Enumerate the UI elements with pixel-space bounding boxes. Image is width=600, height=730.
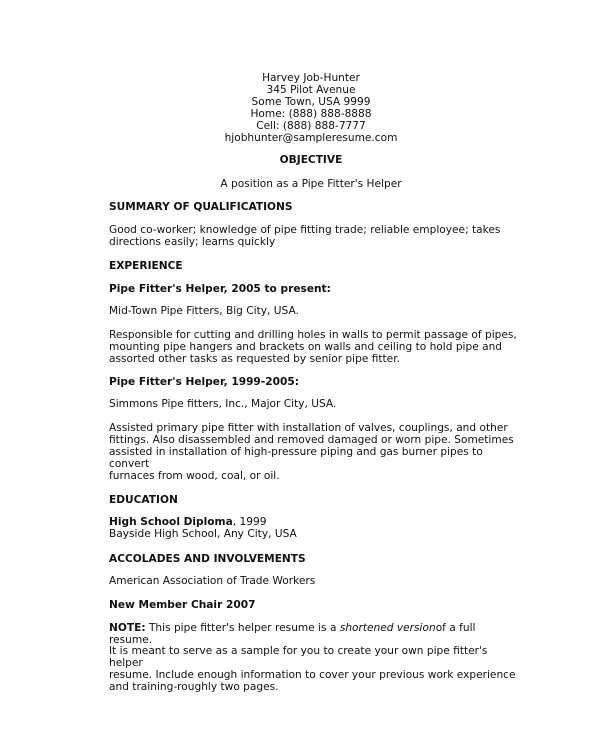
education-year: , 1999 — [232, 515, 267, 528]
job-employer: Mid-Town Pipe Fitters, Big City, USA. — [109, 304, 299, 317]
note-text: of a full resume. — [109, 621, 476, 646]
resume-body — [109, 201, 519, 694]
note-paragraph — [109, 623, 519, 694]
education-degree: High School Diploma — [109, 515, 233, 528]
job-description-line: Assisted primary pipe fitter with installation of valves, couplings, and other — [109, 422, 508, 435]
job-employer: Simmons Pipe fitters, Inc., Major City, USA. — [109, 398, 337, 411]
accolades-role: New Member Chair 2007 — [109, 598, 256, 611]
summary-line: directions easily; learns quickly — [109, 235, 276, 248]
summary-heading: SUMMARY OF QUALIFICATIONS — [109, 201, 293, 213]
job-description-line: mounting pipe hangers and brackets on walls and ceiling to hold pipe and — [109, 340, 503, 353]
note-text: This pipe fitter's helper resume is a — [145, 621, 340, 634]
accolades-org: American Association of Trade Workers — [109, 574, 316, 587]
note-emphasis: shortened version — [339, 621, 436, 634]
note-label: NOTE: — [109, 621, 146, 634]
education-heading: EDUCATION — [109, 493, 178, 506]
note-line: resume. Include enough information to cover your previous work experience — [109, 669, 516, 682]
note-line: and training-roughly two pages. — [109, 681, 279, 694]
contact-home-phone: Home: (888) 888-8888 — [250, 108, 372, 120]
job-title: Pipe Fitter's Helper, 1999-2005: — [109, 376, 299, 389]
job-description — [109, 330, 519, 366]
job-description — [109, 423, 519, 483]
accolades-heading: ACCOLADES AND INVOLVEMENTS — [109, 552, 306, 565]
contact-email: hjobhunter@sampleresume.com — [224, 132, 398, 144]
experience-heading: EXPERIENCE — [109, 259, 183, 272]
contact-cell-phone: Cell: (888) 888-7777 — [256, 120, 366, 132]
job-title: Pipe Fitter's Helper, 2005 to present: — [109, 282, 331, 295]
objective-heading: OBJECTIVE — [279, 154, 343, 166]
contact-city: Some Town, USA 9999 — [251, 96, 371, 108]
job-description-line: furnaces from wood, coal, or oil. — [109, 469, 280, 482]
summary-text — [109, 225, 519, 249]
contact-address: 345 Pilot Avenue — [266, 84, 356, 96]
note-line: It is meant to serve as a sample for you to create your own pipe fitter's helper — [109, 645, 488, 670]
education-school: Bayside High School, Any City, USA — [109, 527, 297, 540]
contact-name: Harvey Job-Hunter — [262, 72, 360, 84]
contact-block — [0, 72, 600, 144]
education-degree-line — [109, 517, 519, 529]
job-description-line: Responsible for cutting and drilling holes in walls to permit passage of pipes, — [109, 328, 517, 341]
job-description-line: fittings. Also disassembled and removed damaged or worn pipe. Sometimes — [109, 434, 514, 447]
job-description-line: assorted other tasks as requested by senior pipe fitter. — [109, 352, 400, 365]
objective-text: A position as a Pipe Fitter's Helper — [220, 178, 402, 190]
job-description-line: assisted in installation of high-pressure piping and gas burner pipes to convert — [109, 446, 483, 471]
summary-line: Good co-worker; knowledge of pipe fitting trade; reliable employee; takes — [109, 224, 501, 236]
